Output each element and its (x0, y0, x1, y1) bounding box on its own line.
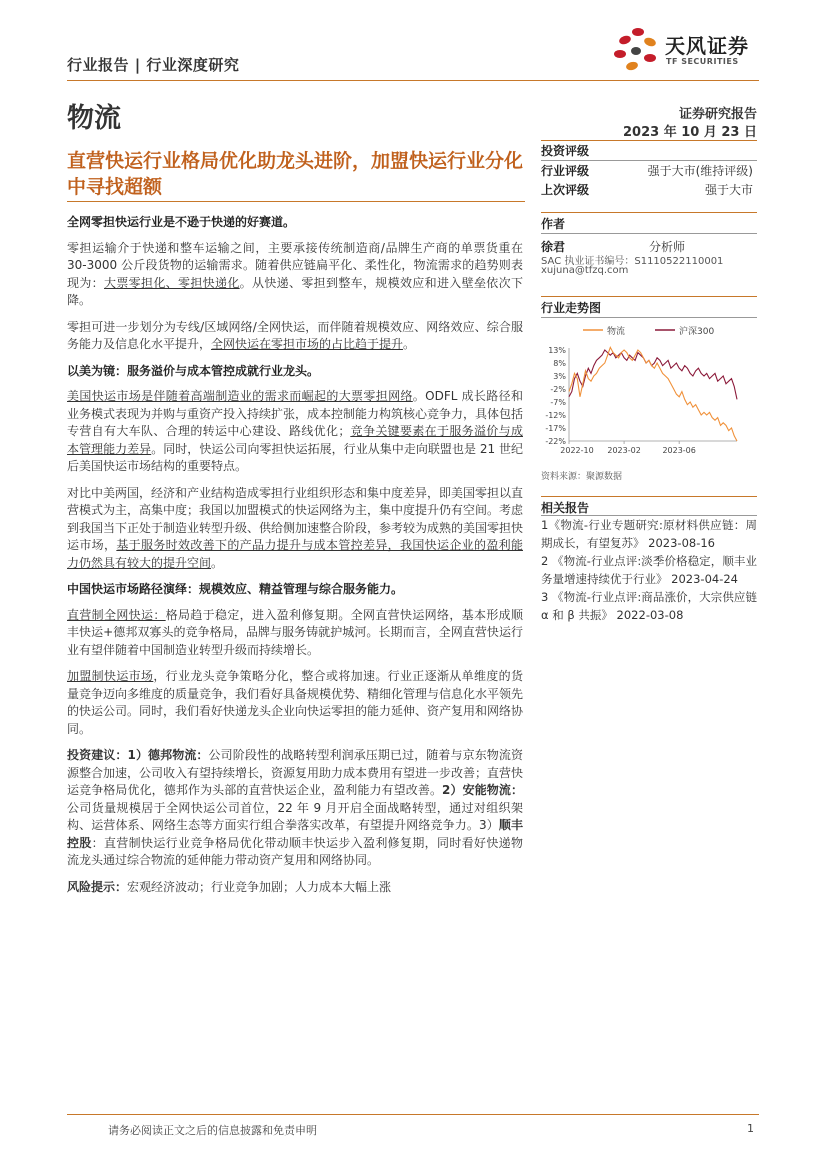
page-number: 1 (747, 1122, 754, 1135)
y-tick-label: -2% (550, 385, 566, 394)
paragraph: 零担运输介于快递和整车运输之间，主要承接传统制造商/品牌生产商的单票货重在 30-3000 公斤段货物的运输需求。随着供应链扁平化、柔性化，物流需求的趋势则表现为：大票零担化、零担快递化。从快递、零担到整车，规模效应和进入壁垒依次下降。 (67, 240, 523, 307)
last-rating: 上次评级 强于大市 (541, 183, 753, 197)
report-kind: 证券研究报告 (678, 107, 757, 122)
investment-advice: 投资建议：1）德邦物流：公司阶段性的战略转型利润承压期已过，随着与京东物流资源整合加速，公司收入有望持续增长，资源复用助力成本费用有望进一步改善；直营快运竞争格局优化，德邦作为头部的直营快运企业，盈利能力有望改善。2）安能物流：公司货量规模居于全网快运公司首位，22 年 9 月开启全面战略转型，通过对组织架构、运营体系、网络生态等方面实行组合拳落实改革，有望提升网络竞争力。3）顺丰控股：直营制快运行业竞争格局优化带动顺丰快运步入盈利修复期，同时看好快递物流龙头通过综合物流的延伸能力带动资产复用和网络协同。 (67, 748, 524, 867)
y-tick-label: -12% (545, 411, 566, 420)
y-tick-label: 13% (548, 346, 566, 355)
related-report-item[interactable]: 3 《物流-行业点评:商品涨价，大宗供应链 α 和 β 共振》 2022-03-08 (541, 590, 757, 622)
paragraph: 直营制全网快运：格局趋于稳定，进入盈利修复期。全网直营快运网络，基本形成顺丰快运+德邦双寡头的竞争格局，品牌与服务铸就护城河。长期而言，全网直营快运行业有望伴随着中国制造业转型升级而持续增长。 (67, 607, 523, 657)
sidebar-divider (541, 496, 757, 497)
sector-title: 物流 (67, 103, 121, 134)
industry-rating: 行业评级 强于大市(维持评级) (541, 164, 753, 178)
related-reports-list (541, 516, 757, 624)
industry-trend-chart (541, 320, 757, 460)
report-title: 直营快运行业格局优化助龙头进阶，加盟快运行业分化中寻找超额 (67, 150, 524, 198)
y-tick-label: -7% (550, 398, 566, 407)
x-tick-label: 2022-10 (560, 446, 594, 455)
title-divider (67, 201, 525, 202)
sidebar-divider (541, 160, 757, 161)
related-report-item[interactable]: 2 《物流-行业点评:淡季价格稳定，顺丰业务量增速持续优于行业》 2023-04-24 (541, 554, 757, 586)
related-heading: 相关报告 (541, 501, 590, 515)
series-line (569, 347, 737, 441)
footer-disclaimer: 请务必阅读正文之后的信息披露和免责申明 (108, 1124, 317, 1137)
section-heading: 以美为镜：服务溢价与成本管控成就行业龙头。 (67, 363, 320, 378)
y-tick-label: 3% (553, 372, 566, 381)
y-tick-label: 8% (553, 359, 566, 368)
related-report-item[interactable]: 1《物流-行业专题研究:原材料供应链：周期成长，有望复苏》 2023-08-16 (541, 518, 757, 550)
x-tick-label: 2023-02 (607, 446, 641, 455)
paragraph: 加盟制快运市场，行业龙头竞争策略分化，整合或将加速。行业正逐渐从单维度的货量竞争迈向多维度的质量竞争，我们看好具备规模优势、精细化管理与信息化水平领先的快运公司。同时，我们看好快递龙头企业向快运零担的能力延伸、资产复用和网络协同。 (67, 669, 524, 736)
author-email[interactable]: xujuna@tfzq.com (541, 265, 629, 276)
trend-heading: 行业走势图 (541, 301, 602, 315)
y-tick-label: -22% (545, 437, 566, 446)
header-divider (67, 80, 759, 81)
main-body (67, 214, 523, 905)
x-tick-label: 2023-06 (662, 446, 696, 455)
paragraph: 零担可进一步划分为专线/区域网络/全网快运，而伴随着规模效应、网络效应、综合服务能力及信息化水平提升，全网快运在零担市场的占比趋于提升。 (67, 319, 523, 351)
series-line (569, 350, 737, 399)
author-name: 徐君 分析师 (541, 240, 686, 254)
legend-label: 物流 (607, 327, 626, 337)
sidebar-divider (541, 233, 757, 234)
chart-source: 资料来源：聚源数据 (541, 472, 623, 482)
report-date: 2023 年 10 月 23 日 (623, 125, 757, 140)
sidebar-divider (541, 212, 757, 213)
company-logo (610, 24, 760, 74)
y-tick-label: -17% (545, 424, 566, 433)
sidebar-divider (541, 140, 757, 141)
logo-text: 天风证券 (665, 34, 749, 58)
sidebar-divider (541, 317, 757, 318)
paragraph: 美国快运市场是伴随着高端制造业的需求而崛起的大票零担网络。ODFL 成长路径和业务模式表现为并购与重资产投入持续扩张，成本控制能力构筑核心竞争力，具体包括专营自有大车队、合理的转运中心建设、路线优化；竞争关键要素在于服务溢价与成本管理能力差异。同时，快运公司向零担快运拓展，行业从集中走向联盟也是 21 世纪后美国快运市场结构的重要特点。 (67, 389, 524, 473)
report-type: 行业报告 | 行业深度研究 (67, 56, 240, 74)
author-heading: 作者 (541, 217, 566, 231)
footer-divider (67, 1114, 759, 1115)
lead-heading: 全网零担快运行业是不逊于快递的好赛道。 (67, 215, 296, 229)
paragraph: 对比中美两国，经济和产业结构造成零担行业组织形态和集中度差异，即美国零担以直营模式为主，高集中度；我国以加盟模式的快运网络为主，集中度提升仍有空间。考虑到我国当下正处于制造业转型升级、供给侧加速整合阶段，参考较为成熟的美国零担快运市场，基于服务时效改善下的产品力提升与成本管控差异，我国快运企业的盈利能力仍然具有较大的提升空间。 (67, 485, 524, 570)
section-heading: 中国快运市场路径演绎：规模效应、精益管理与综合服务能力。 (67, 582, 404, 596)
legend-label: 沪深300 (679, 327, 715, 337)
logo-mark-icon (610, 24, 662, 74)
author-sac: SAC 执业证书编号：S1110522110001 (541, 256, 724, 267)
logo-subtext: TF SECURITIES (666, 57, 739, 66)
risk-warning: 风险提示：宏观经济波动；行业竞争加剧；人力成本大幅上涨 (67, 879, 392, 894)
sidebar-divider (541, 296, 757, 297)
rating-heading: 投资评级 (541, 144, 590, 158)
